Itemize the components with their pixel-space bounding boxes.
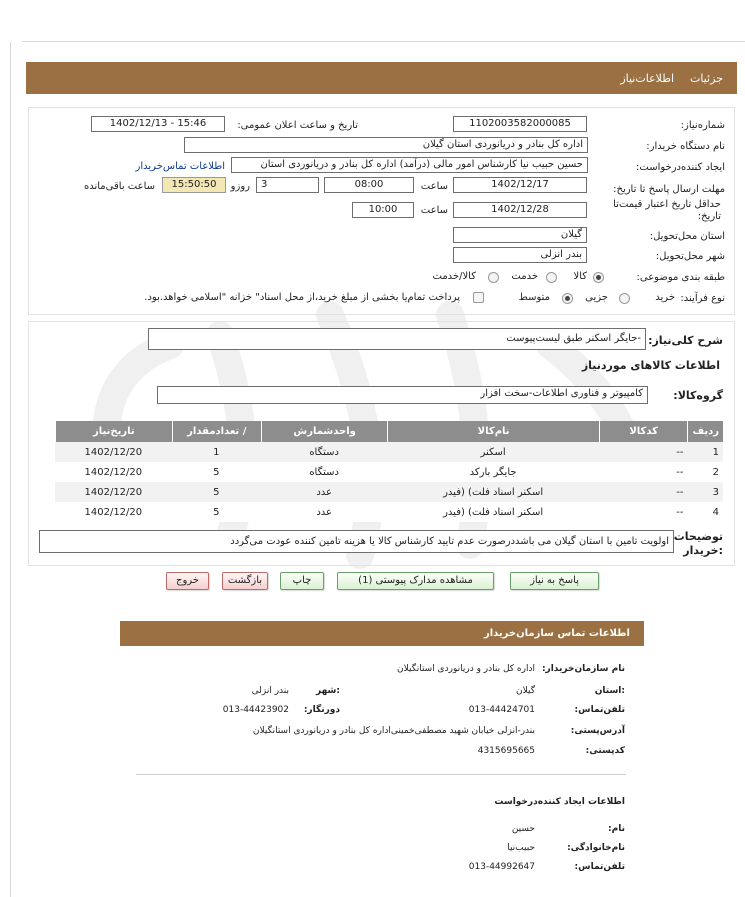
goods-code: -- (599, 482, 688, 502)
treasury-payment-checkbox[interactable] (473, 292, 484, 303)
deadline-date-field: 1402/12/17 (453, 177, 587, 193)
creator-phone-value: 013-44992647 (468, 862, 535, 872)
creator-name-value: حسین (511, 824, 535, 834)
goods-info-title: اطلاعات کالاهای موردنیاز (581, 359, 720, 372)
goods-unit: دستگاه (261, 442, 388, 462)
category-service-text: خدمت (511, 271, 538, 282)
city-field: بندر انزلی (453, 247, 587, 263)
col-name-header: نام‌کالا (387, 421, 598, 442)
validity-time-field: 10:00 (352, 202, 414, 218)
contact-org-value: اداره کل بنادر و دریانوردی استانگیلان (397, 664, 535, 674)
process-buy-text: خرید (655, 292, 675, 303)
province-field: گیلان (453, 227, 587, 243)
province-label: استان محل‌تحویل: (649, 231, 725, 242)
summary-label: شرح کلی‌نیاز: (648, 334, 723, 347)
contact-phone-value: 013-44424701 (468, 705, 535, 715)
deadline-time-label: ساعت (420, 181, 448, 192)
reply-button[interactable]: پاسخ به نیاز (510, 572, 599, 590)
table-row (55, 502, 723, 522)
tab-need-info[interactable]: اطلاعات‌نیاز (620, 71, 675, 85)
goods-name: جایگر بارکد (387, 462, 598, 482)
buyer-contact-title-bar: اطلاعات تماس سازمان‌خریدار (120, 621, 644, 646)
goods-date: 1402/12/20 (55, 442, 172, 462)
goods-unit: دستگاه (261, 462, 388, 482)
contact-province-value: گیلان (516, 686, 535, 696)
contact-city-value: بندر انزلی (251, 686, 289, 696)
validity-time-label: ساعت (420, 205, 448, 216)
category-service-radio[interactable] (546, 272, 557, 283)
contact-address-value: بندر-انزلی خیابان شهید مصطفی‌خمینی‌اداره کل بنادر و دریانوردی استانگیلان (252, 726, 535, 736)
goods-date: 1402/12/20 (55, 482, 172, 502)
col-date-header: تاریخ‌نیاز (55, 421, 172, 442)
notes-field: اولویت تامین با استان گیلان می باشددرصورت عدم تایید کارشناس کالا یا هزینه تامین کننده عودت می‌گردد (39, 530, 674, 553)
goods-date: 1402/12/20 (55, 462, 172, 482)
need-number-field: 1102003582000085 (453, 116, 587, 132)
summary-field: -جایگر اسکنر طبق لیست‌پیوست (148, 328, 646, 350)
goods-table (55, 421, 723, 522)
validity-date-field: 1402/12/28 (453, 202, 587, 218)
goods-code: -- (599, 442, 688, 462)
buyer-contact-link[interactable]: اطلاعات تماس‌خریدار (135, 161, 225, 172)
need-number-label: شماره‌نیاز: (680, 120, 725, 131)
days-field: 3 (256, 177, 319, 193)
goods-date: 1402/12/20 (55, 502, 172, 522)
table-row (55, 442, 723, 462)
goods-unit: عدد (261, 502, 388, 522)
creator-field: حسین حبیب نیا کارشناس امور مالی (درآمد) اداره کل بنادر و دریانوردی استان (231, 157, 588, 173)
col-qty-header: / تعدادمقدار (172, 421, 261, 442)
deadline-time-field: 08:00 (324, 177, 414, 193)
category-both-text: کالا/خدمت (432, 271, 476, 282)
buyer-org-label: نام دستگاه‌ خریدار: (646, 141, 725, 152)
creator-label: ایجاد کننده‌درخواست: (636, 162, 725, 173)
process-medium-radio[interactable] (562, 293, 573, 304)
process-minor-text: جزیی (585, 292, 608, 303)
creator-name-label: نام: (608, 824, 625, 834)
creator-family-value: حبیب‌نیا (507, 843, 535, 853)
contact-fax-value: 013-44423902 (222, 705, 289, 715)
notes-label-2: :خریدار (683, 544, 723, 557)
contact-address-label: آدرس‌پستی: (570, 726, 625, 736)
col-code-header: کدکالا (599, 421, 688, 442)
process-label: نوع فرآیند: (680, 293, 725, 304)
validity-label: حداقل تاریخ اعتبار قیمت‌تا (613, 199, 721, 210)
col-unit-header: واحدشمارش (261, 421, 388, 442)
table-header-row (55, 421, 723, 442)
announce-label: تاریخ و ساعت اعلان عمومی: (237, 120, 358, 131)
contact-org-label: نام سازمان‌خریدار: (541, 664, 625, 674)
table-row (55, 462, 723, 482)
goods-unit: عدد (261, 482, 388, 502)
goods-qty: 1 (172, 442, 261, 462)
view-attachments-button[interactable]: مشاهده مدارک پیوستی (1) (337, 572, 494, 590)
announce-field: 1402/12/13 - 15:46 (91, 116, 225, 132)
goods-qty: 5 (172, 482, 261, 502)
goods-group-label: گروه‌کالا: (673, 389, 723, 402)
contact-postal-label: کد‌پستی: (585, 746, 625, 756)
row-number: 4 (687, 502, 723, 522)
treasury-payment-note: پرداخت تمام‌یا بخشی از مبلغ خرید،از محل اسناد" خزانه "اسلامی خواهد‌.بود. (144, 292, 460, 303)
col-row-header: ردیف (687, 421, 723, 442)
contact-phone-label: تلفن‌تماس: (574, 705, 625, 715)
goods-qty: 5 (172, 462, 261, 482)
page-header-bar (26, 62, 737, 94)
contact-city-label: :شهر (316, 686, 340, 696)
tab-details[interactable]: جزئیات (690, 71, 723, 85)
creator-family-label: نام‌خانوادگی: (567, 843, 625, 853)
contact-divider (136, 774, 626, 775)
goods-name: اسکنر (387, 442, 598, 462)
validity-label-2: تاریخ: (697, 211, 721, 222)
remaining-label: ساعت باقی‌مانده (83, 181, 155, 192)
goods-code: -- (599, 502, 688, 522)
category-label: طبقه بندی موضوعی: (636, 272, 725, 283)
category-both-radio[interactable] (488, 272, 499, 283)
remaining-time-field: 15:50:50 (162, 177, 226, 193)
goods-code: -- (599, 462, 688, 482)
back-button[interactable]: بازگشت (222, 572, 268, 590)
creator-info-title: اطلاعات ایجاد کننده‌درخواست (494, 797, 625, 807)
row-number: 1 (687, 442, 723, 462)
creator-phone-label: تلفن‌تماس: (574, 862, 625, 872)
deadline-label: مهلت ارسال پاسخ تا تاریخ: (613, 184, 725, 195)
goods-name: اسکنر اسناد فلت) (فیدر (387, 482, 598, 502)
exit-button[interactable]: خروج (166, 572, 209, 590)
table-row (55, 482, 723, 502)
category-goods-text: کالا (573, 271, 587, 282)
contact-postal-value: 4315695665 (477, 746, 535, 756)
contact-province-label: :استان (594, 686, 625, 696)
days-label: روزو (230, 181, 250, 192)
process-minor-radio[interactable] (619, 293, 630, 304)
row-number: 3 (687, 482, 723, 502)
print-button[interactable]: چاپ (280, 572, 324, 590)
contact-fax-label: دورنگار: (303, 705, 340, 715)
buyer-org-field: اداره کل بنادر و دریانوردی استان گیلان (184, 137, 588, 153)
goods-qty: 5 (172, 502, 261, 522)
goods-group-field: کامپیوتر و فناوری اطلاعات-سخت افزار (157, 386, 648, 404)
category-goods-radio[interactable] (593, 272, 604, 283)
goods-name: اسکنر اسناد فلت) (فیدر (387, 502, 598, 522)
row-number: 2 (687, 462, 723, 482)
process-medium-text: متوسط (518, 292, 550, 303)
notes-label: توضیحات (673, 530, 723, 543)
city-label: شهر محل‌تحویل: (655, 251, 725, 262)
